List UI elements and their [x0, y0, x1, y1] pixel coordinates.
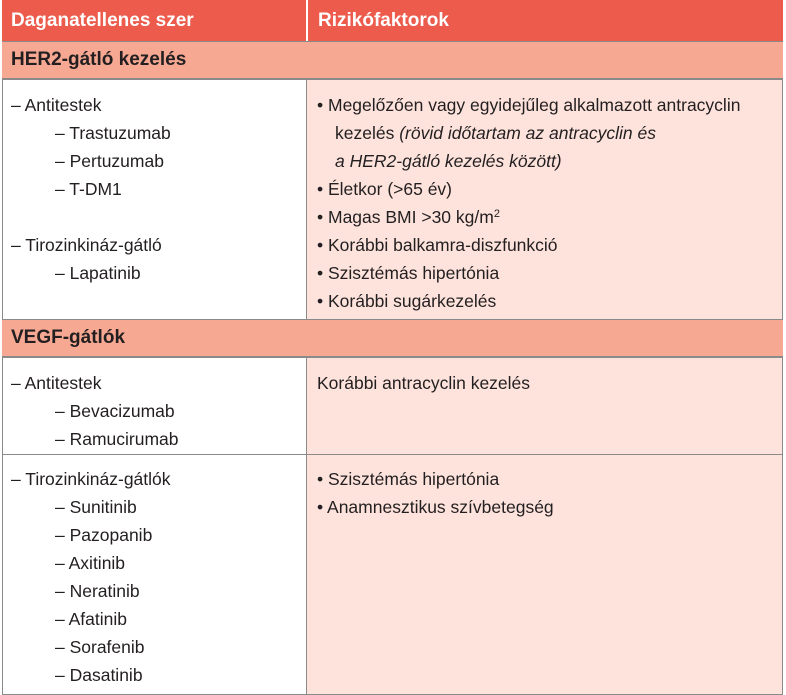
list-item: – Sunitinib [55, 497, 137, 517]
her2-drugs [2, 80, 307, 319]
risk-item: a HER2-gátló kezelés között) [335, 151, 562, 171]
risk-item: • Anamnesztikus szívbetegség [317, 497, 554, 517]
header-risk: Rizikófaktorok [318, 10, 449, 31]
header-drug: Daganatellenes szer [11, 10, 194, 31]
list-item: – Tirozinkináz-gátlók [11, 469, 171, 489]
vegf-antibody-drugs [2, 358, 307, 454]
risk-item: • Korábbi balkamra-diszfunkció [317, 235, 558, 255]
section-title-vegf: VEGF-gátlók [11, 327, 126, 348]
list-item: – T-DM1 [55, 179, 122, 199]
list-item: – Neratinib [55, 581, 140, 601]
list-item: – Axitinib [55, 553, 126, 573]
table-header [2, 0, 783, 41]
list-item: – Dasatinib [55, 665, 143, 685]
vegf-tki-drugs [2, 455, 307, 694]
risk-item: • Magas BMI >30 $kg/m^2$ [317, 207, 500, 227]
list-item: – Afatinib [55, 609, 127, 629]
list-item: – Pertuzumab [55, 151, 164, 171]
list-item: – Lapatinib [55, 263, 141, 283]
her2-risks [307, 80, 783, 319]
risk-item: • Korábbi sugárkezelés [317, 291, 497, 311]
vegf-antibody-risks [307, 358, 783, 454]
list-item: – Antitestek [11, 373, 102, 393]
list-item: – Trastuzumab [55, 123, 171, 143]
vegf-tki-row [2, 454, 783, 694]
risk-item: kezelés (rövid időtartam az antracyclin és [335, 123, 656, 143]
list-item: – Antitestek [11, 95, 102, 115]
risk-item: • Megelőzően vagy egyidejűleg alkalmazott antracyclin [317, 95, 741, 115]
risk-item: • Életkor (>65 év) [317, 179, 453, 199]
section-her2 [2, 41, 783, 79]
list-item: – Tirozinkináz-gátló [11, 235, 162, 255]
vegf-tki-risks [307, 455, 783, 694]
risk-item: • Szisztémás hipertónia [317, 263, 500, 283]
risk-item: Korábbi antracyclin kezelés [317, 373, 531, 393]
risk-item: • Szisztémás hipertónia [317, 469, 500, 489]
vegf-antibody-row [2, 357, 783, 454]
list-item: – Pazopanib [55, 525, 153, 545]
list-item: – Bevacizumab [55, 401, 175, 421]
list-item: – Sorafenib [55, 637, 145, 657]
list-item: – Ramucirumab [55, 429, 179, 449]
header-divider [306, 0, 308, 41]
her2-row [2, 79, 783, 319]
section-title-her2: HER2-gátló kezelés [11, 49, 187, 70]
risk-factor-table [2, 0, 783, 695]
section-vegf [2, 319, 783, 357]
